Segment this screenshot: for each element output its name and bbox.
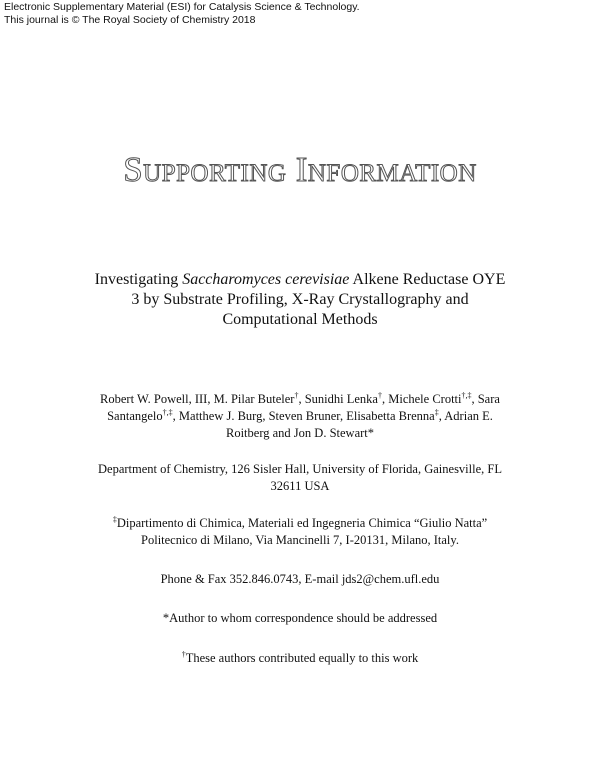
affiliation-milano-text: Dipartimento di Chimica, Materiali ed Ingegneria Chimica “Giulio Natta”	[116, 516, 488, 530]
correspondence-note	[60, 610, 540, 627]
author-text: Santangelo	[107, 409, 163, 423]
title-line1-end: Alkene Reductase OYE	[349, 271, 506, 288]
authors-line3: Roitberg and Jon D. Stewart*	[225, 426, 375, 440]
affiliation-florida-line2: 32611 USA	[270, 479, 330, 493]
author-text: , Adrian E.	[438, 409, 493, 423]
affiliation-florida	[60, 461, 540, 495]
supporting-information-banner: Supporting Information	[123, 150, 477, 189]
equal-contribution-text: These authors contributed equally to this work	[185, 651, 419, 665]
title-line3: Computational Methods	[222, 311, 378, 328]
contact-info	[60, 571, 540, 588]
correspondence-text: *Author to whom correspondence should be addressed	[162, 611, 438, 625]
affiliation-milano	[60, 515, 540, 549]
affiliation-florida-line1: Department of Chemistry, 126 Sisler Hall, University of Florida, Gainesville, FL	[98, 462, 502, 476]
authors-line2	[60, 408, 540, 425]
author-text: , Sunidhi Lenka	[298, 392, 378, 406]
contact-text: Phone & Fax 352.846.0743, E-mail jds2@chem.ufl.edu	[160, 572, 440, 586]
author-text: Robert W. Powell, III, M. Pilar Buteler	[100, 392, 295, 406]
affiliation-mark: †	[377, 390, 382, 400]
title-line1	[60, 270, 540, 290]
author-text: , Sara	[471, 392, 500, 406]
author-text: , Michele Crotti	[381, 392, 462, 406]
esi-header-line1: Electronic Supplementary Material (ESI) for Catalysis Science & Technology.	[4, 1, 360, 13]
affiliation-mark: ‡	[434, 407, 439, 417]
affiliation-milano-line1	[60, 515, 540, 532]
author-text: , Matthew J. Burg, Steven Bruner, Elisabetta Brenna	[172, 409, 435, 423]
title-line2: 3 by Substrate Profiling, X-Ray Crystallography and	[131, 291, 469, 308]
author-list	[60, 391, 540, 442]
equal-contribution-note	[60, 650, 540, 667]
authors-line1	[60, 391, 540, 408]
affiliation-milano-line2: Politecnico di Milano, Via Mancinelli 7, I-20131, Milano, Italy.	[141, 533, 459, 547]
title-line1-start: Investigating	[94, 271, 183, 288]
paper-title	[60, 270, 540, 330]
affiliation-mark: †	[294, 390, 299, 400]
esi-header-line2: This journal is © The Royal Society of Chemistry 2018	[4, 13, 256, 26]
affiliation-mark: †	[181, 649, 186, 659]
affiliation-mark: ‡	[112, 514, 117, 524]
title-species-name: Saccharomyces cerevisiae	[182, 271, 350, 288]
equal-contribution-line	[60, 650, 540, 667]
affiliation-mark: †,‡	[461, 390, 472, 400]
affiliation-mark: †,‡	[162, 407, 173, 417]
esi-header	[4, 1, 360, 26]
